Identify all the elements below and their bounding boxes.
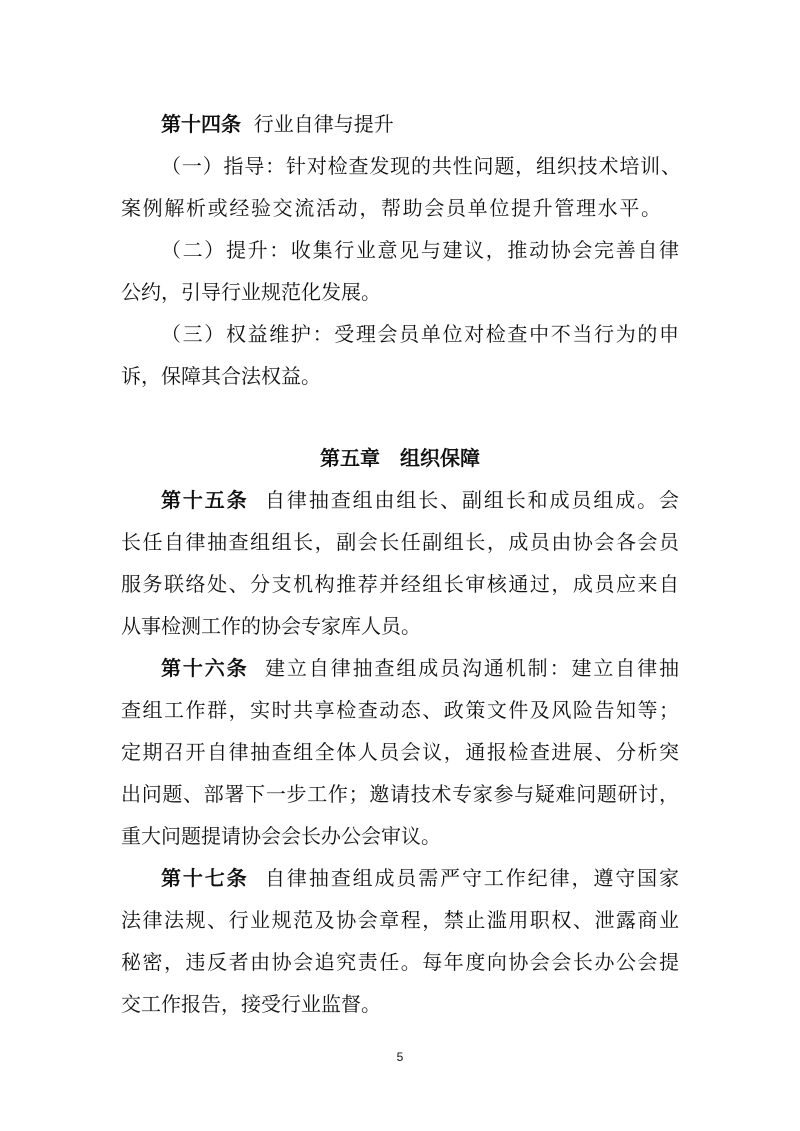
article-14-title-text: 行业自律与提升 [253,112,394,136]
article-15-label: 第十五条 [161,488,249,512]
article-15-line-1: 第十五条 自律抽查组由组长、副组长和成员组成。会 [161,488,680,512]
article-14-item-1-line-1: （一）指导：针对检查发现的共性问题，组织技术培训、 [161,154,681,178]
article-14-item-3-line-2: 诉，保障其合法权益。 [121,364,321,388]
article-16-line-2: 查组工作群，实时共享检查动态、政策文件及风险告知等； [121,698,679,722]
article-14-item-1-line-2: 案例解析或经验交流活动，帮助会员单位提升管理水平。 [121,196,661,220]
article-17-line-4: 交工作报告，接受行业监督。 [121,992,381,1016]
article-17-line-2: 法律法规、行业规范及协会章程，禁止滥用职权、泄露商业 [121,908,679,932]
article-16-line-5: 重大问题提请协会会长办公会审议。 [121,824,441,848]
article-14-heading [161,110,394,138]
article-17-line-3: 秘密，违反者由协会追究责任。每年度向协会会长办公会提 [121,950,679,974]
article-17-label: 第十七条 [161,866,249,890]
article-16-label: 第十六条 [161,656,249,680]
article-14-item-3-line-1: （三）权益维护：受理会员单位对检查中不当行为的申 [161,322,679,346]
chapter-5-heading: 第五章 组织保障 [320,446,480,470]
article-15-line-3: 服务联络处、分支机构推荐并经组长审核通过，成员应来自 [121,572,679,596]
article-16-line-3: 定期召开自律抽查组全体人员会议，通报检查进展、分析突 [121,740,679,764]
article-15-line-4: 从事检测工作的协会专家库人员。 [121,614,421,638]
article-15-line-2: 长任自律抽查组组长，副会长任副组长，成员由协会各会员 [121,530,679,554]
article-16-line-4: 出问题、部署下一步工作；邀请技术专家参与疑难问题研讨， [121,782,679,806]
page-number: 5 [396,1050,404,1064]
article-14-item-2-line-2: 公约，引导行业规范化发展。 [121,280,381,304]
article-16-line-1: 第十六条 建立自律抽查组成员沟通机制：建立自律抽 [161,656,680,680]
article-17-line-1: 第十七条 自律抽查组成员需严守工作纪律，遵守国家 [161,866,680,890]
article-14-item-2-line-1: （二）提升：收集行业意见与建议，推动协会完善自律 [161,238,679,262]
article-14-label: 第十四条 [161,112,241,136]
